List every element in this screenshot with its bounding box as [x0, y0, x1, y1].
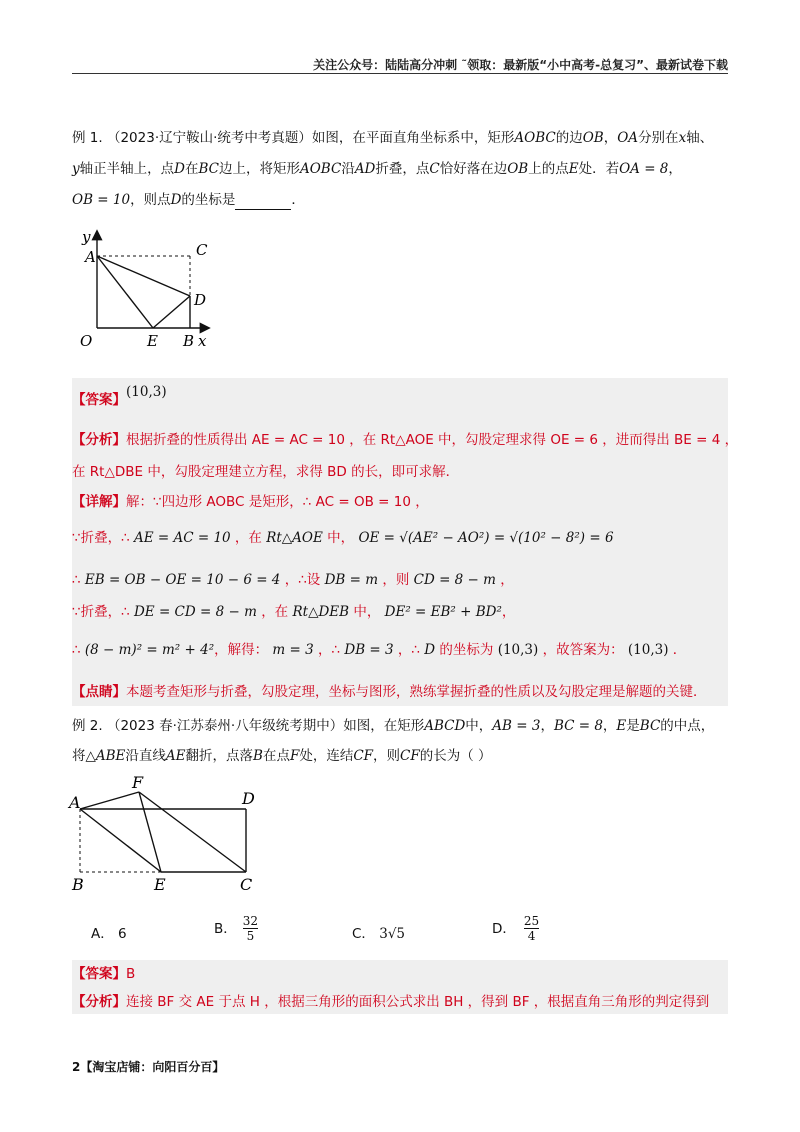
- label-E: E: [147, 332, 158, 350]
- label-A: A: [69, 793, 81, 812]
- ex1-detail-line5: ∴ (8 − m)² = m² + 4²，解得： m = 3 ，∴ DB = 3 ，∴ D 的坐标为 (10,3) ，故答案为： (10,3) ．: [72, 642, 687, 658]
- ex1-answer: 【答案】(10,3): [72, 384, 167, 408]
- label-C: C: [196, 241, 208, 259]
- label-B: B: [183, 332, 195, 350]
- answer-blank: [235, 195, 291, 210]
- edge-DE: [153, 296, 190, 328]
- option-c[interactable]: C． 3√5: [352, 926, 406, 942]
- option-b[interactable]: B． $\frac{32}{5}$: [214, 914, 259, 943]
- label-F: F: [132, 773, 144, 792]
- edge-AD: [97, 256, 190, 296]
- label-x: x: [198, 332, 207, 350]
- label-D: D: [194, 291, 207, 309]
- label-B: B: [72, 875, 84, 894]
- edge-AE: [80, 809, 161, 872]
- page-header: 关注公众号：陆陆高分冲刺 ˜领取：最新版“小中高考-总复习”、最新试卷下载: [313, 58, 728, 72]
- option-d[interactable]: D． $\frac{25}{4}$: [492, 914, 540, 943]
- edge-AE: [97, 256, 153, 328]
- ex2-figure: [66, 770, 276, 896]
- label-D: D: [242, 789, 255, 808]
- ex1-question-line1: 例 1. （2023·辽宁鞍山·统考中考真题）如图，在平面直角坐标系中，矩形AOBC的边OB，OA分别在x轴、: [72, 130, 714, 146]
- ex1-analysis-line1: 【分析】根据折叠的性质得出 AE = AC = 10 ，在 Rt△AOE 中，勾股定理求得 OE = 6 ，进而得出 BE = 4 ，: [72, 432, 739, 448]
- ex1-question-line2: y轴正半轴上，点D在BC边上，将矩形AOBC沿AD折叠，点C恰好落在边OB上的点E处．若OA = 8，: [72, 161, 682, 177]
- option-a[interactable]: A． 6: [91, 926, 127, 942]
- edge-FC: [139, 792, 246, 872]
- ex2-analysis-line1: 【分析】连接 BF 交 AE 于点 H ，根据三角形的面积公式求出 BH ，得到 BF ，根据直角三角形的判定得到: [72, 994, 710, 1010]
- header-rule: [72, 73, 728, 74]
- ex1-question-line3: OB = 10，则点D的坐标是 ．: [72, 192, 305, 208]
- label-O: O: [80, 332, 93, 350]
- ex2-question-line1: 例 2. （2023 春·江苏泰州·八年级统考期中）如图，在矩形ABCD中，AB = 3，BC = 8，E是BC的中点，: [72, 718, 715, 734]
- edge-FE: [139, 792, 161, 872]
- ex1-analysis-line2: 在 Rt△DBE 中，勾股定理建立方程，求得 BD 的长，即可求解．: [72, 464, 460, 480]
- ex2-question-line2: 将△ABE沿直线AE翻折，点落B在点F处，连结CF，则CF的长为（ ）: [72, 748, 492, 764]
- label-A: A: [85, 248, 96, 266]
- label-y: y: [82, 228, 91, 246]
- label-E: E: [154, 875, 166, 894]
- ex1-detail-line4: ∵折叠，∴ DE = CD = 8 − m ，在 Rt△DEB 中， DE² = EB² + BD²，: [72, 604, 516, 620]
- ex1-detail-line1: 【详解】解：∵四边形 AOBC 是矩形，∴ AC = OB = 10 ，: [72, 494, 429, 510]
- ex2-answer: 【答案】B: [72, 966, 136, 982]
- ex1-comment: 【点睛】本题考查矩形与折叠，勾股定理，坐标与图形，熟练掌握折叠的性质以及勾股定理是解题的关键．: [72, 684, 707, 700]
- ex1-figure: [72, 222, 222, 352]
- edge-AF: [80, 792, 139, 809]
- ex1-detail-line3: ∴ EB = OB − OE = 10 − 6 = 4 ，∴设 DB = m ，则 CD = 8 − m ，: [72, 572, 514, 588]
- ex1-detail-line2: ∵折叠，∴ AE = AC = 10 ，在 Rt△AOE 中， OE = √(AE² − AO²) = √(10² − 8²) = 6: [72, 530, 614, 546]
- page-footer: 2【淘宝店铺：向阳百分百】: [72, 1060, 225, 1074]
- label-C: C: [240, 875, 253, 894]
